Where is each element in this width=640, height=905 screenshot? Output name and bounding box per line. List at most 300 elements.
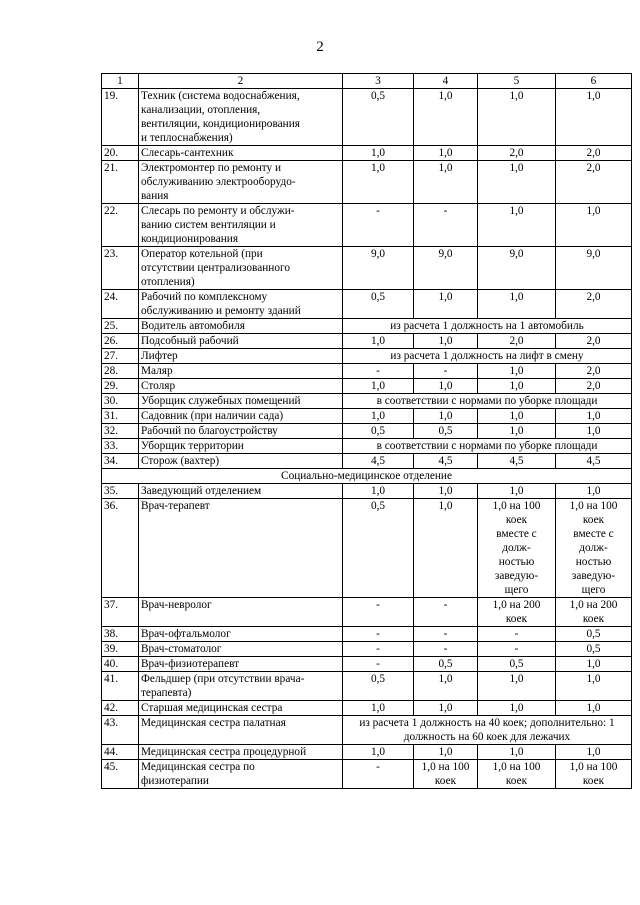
norm-value-col4-text: - bbox=[443, 599, 448, 611]
norm-value-col3 bbox=[343, 204, 414, 247]
table-row bbox=[102, 349, 632, 364]
table-row bbox=[102, 760, 632, 789]
position-name-text: Оператор котельной (при отсутствии централизованного отопления) bbox=[141, 248, 290, 288]
row-number bbox=[102, 701, 139, 716]
norm-value-col4 bbox=[414, 424, 478, 439]
norm-value-col3-text: - bbox=[376, 365, 380, 377]
norm-value-col6-text: 2,0 bbox=[586, 162, 601, 174]
merged-norm-cell bbox=[343, 349, 632, 364]
norm-value-col5-text: 1,0 bbox=[509, 746, 524, 758]
norm-value-col6-text: 0,5 bbox=[586, 643, 601, 655]
row-number bbox=[102, 484, 139, 499]
table-row bbox=[102, 484, 632, 499]
norm-value-col4 bbox=[414, 247, 478, 290]
header-cell: 3 bbox=[343, 74, 414, 89]
norm-value-col6 bbox=[556, 161, 632, 204]
norm-value-col6 bbox=[556, 204, 632, 247]
position-name-text: Фельдшер (при отсутствии врача- терапевта) bbox=[141, 673, 305, 699]
norm-value-col6 bbox=[556, 454, 632, 469]
position-name-text: Лифтер bbox=[141, 350, 178, 362]
position-name bbox=[139, 161, 343, 204]
norm-value-col5-text: 1,0 bbox=[509, 365, 524, 377]
norm-value-col4-text: 1,0 bbox=[438, 500, 453, 512]
position-name-text: Садовник (при наличии сада) bbox=[141, 410, 284, 422]
position-name-text: Медицинская сестра палатная bbox=[141, 717, 286, 729]
norm-value-col5-text: - bbox=[514, 628, 519, 640]
norm-value-col4 bbox=[414, 642, 478, 657]
norm-value-col3-text: 1,0 bbox=[370, 380, 386, 392]
position-name bbox=[139, 349, 343, 364]
row-number bbox=[102, 657, 139, 672]
norm-value-col6-text: 1,0 на 100 коек вместе с долж- ностью заведую- щего bbox=[569, 500, 618, 596]
norm-value-col5-text: 1,0 bbox=[509, 702, 524, 714]
norm-value-col4-text: 1,0 на 100 коек bbox=[421, 761, 470, 787]
norm-value-col5-text: 0,5 bbox=[509, 658, 524, 670]
table-row bbox=[102, 161, 632, 204]
norm-value-col4-text: - bbox=[443, 365, 448, 377]
position-name bbox=[139, 146, 343, 161]
norm-value-col4-text: 9,0 bbox=[438, 248, 453, 260]
row-number-text: 39. bbox=[104, 643, 119, 655]
row-number-text: 22. bbox=[104, 205, 119, 217]
norm-value-col4 bbox=[414, 454, 478, 469]
norm-value-col5 bbox=[478, 642, 556, 657]
norm-value-col6 bbox=[556, 701, 632, 716]
norm-value-col6 bbox=[556, 364, 632, 379]
position-name-text: Рабочий по комплексному обслуживанию и ремонту зданий bbox=[141, 291, 301, 317]
norm-value-col6 bbox=[556, 657, 632, 672]
norm-value-col5 bbox=[478, 409, 556, 424]
norm-value-col3 bbox=[343, 379, 414, 394]
norm-value-col6 bbox=[556, 760, 632, 789]
norm-value-col6-text: 1,0 bbox=[586, 90, 601, 102]
position-name bbox=[139, 334, 343, 349]
norm-value-col3-text: 0,5 bbox=[370, 673, 386, 685]
norm-value-col5 bbox=[478, 454, 556, 469]
norm-value-col3-text: 0,5 bbox=[370, 90, 386, 102]
norm-value-col3-text: 0,5 bbox=[370, 291, 386, 303]
position-name bbox=[139, 424, 343, 439]
table-row bbox=[102, 364, 632, 379]
position-name bbox=[139, 247, 343, 290]
norm-value-col6 bbox=[556, 627, 632, 642]
position-name bbox=[139, 204, 343, 247]
table-row bbox=[102, 598, 632, 627]
norm-value-col3-text: - bbox=[376, 599, 380, 611]
norm-value-col4-text: 1,0 bbox=[438, 485, 453, 497]
row-number-text: 36. bbox=[104, 500, 119, 512]
position-name bbox=[139, 484, 343, 499]
norm-value-col6 bbox=[556, 642, 632, 657]
position-name bbox=[139, 627, 343, 642]
position-name-text: Заведующий отделением bbox=[141, 485, 262, 497]
position-name-text: Слесарь по ремонту и обслужи- ванию систем вентиляции и кондиционирования bbox=[141, 205, 295, 245]
table-row bbox=[102, 745, 632, 760]
norm-value-col5 bbox=[478, 204, 556, 247]
position-name bbox=[139, 499, 343, 598]
position-name bbox=[139, 394, 343, 409]
header-cell: 2 bbox=[139, 74, 343, 89]
norm-value-col6 bbox=[556, 598, 632, 627]
norm-value-col4 bbox=[414, 204, 478, 247]
row-number-text: 19. bbox=[104, 90, 119, 102]
norm-value-col3 bbox=[343, 454, 414, 469]
norm-value-col6-text: 1,0 bbox=[586, 702, 601, 714]
norm-value-col3-text: 1,0 bbox=[370, 746, 386, 758]
table-row bbox=[102, 290, 632, 319]
row-number bbox=[102, 499, 139, 598]
table-row bbox=[102, 499, 632, 598]
table-row bbox=[102, 672, 632, 701]
norm-value-col3 bbox=[343, 760, 414, 789]
norm-value-col4 bbox=[414, 364, 478, 379]
table-row bbox=[102, 334, 632, 349]
norm-value-col5-text: 1,0 bbox=[509, 380, 524, 392]
row-number bbox=[102, 379, 139, 394]
row-number bbox=[102, 627, 139, 642]
norm-value-col5 bbox=[478, 760, 556, 789]
table-row bbox=[102, 146, 632, 161]
norm-value-col5 bbox=[478, 146, 556, 161]
table-row bbox=[102, 716, 632, 745]
norm-value-col4-text: 0,5 bbox=[438, 425, 453, 437]
row-number bbox=[102, 204, 139, 247]
row-number-text: 30. bbox=[104, 395, 119, 407]
row-number bbox=[102, 89, 139, 146]
row-number-text: 31. bbox=[104, 410, 119, 422]
position-name-text: Рабочий по благоустройству bbox=[141, 425, 278, 437]
norm-value-col5 bbox=[478, 745, 556, 760]
norm-value-col4 bbox=[414, 657, 478, 672]
norm-value-col6 bbox=[556, 745, 632, 760]
norm-value-col5 bbox=[478, 89, 556, 146]
norm-value-col6 bbox=[556, 334, 632, 349]
row-number-text: 44. bbox=[104, 746, 119, 758]
row-number-text: 41. bbox=[104, 673, 119, 685]
norm-value-col6-text: 2,0 bbox=[586, 291, 601, 303]
norm-value-col3 bbox=[343, 247, 414, 290]
position-name-text: Старшая медицинская сестра bbox=[141, 702, 283, 714]
norm-value-col3-text: - bbox=[376, 643, 380, 655]
table-row bbox=[102, 701, 632, 716]
merged-norm-cell bbox=[343, 439, 632, 454]
row-number-text: 32. bbox=[104, 425, 119, 437]
position-name-text: Столяр bbox=[141, 380, 176, 392]
norm-value-col3 bbox=[343, 672, 414, 701]
table-row bbox=[102, 409, 632, 424]
norm-value-col6-text: 1,0 на 100 коек bbox=[569, 761, 618, 787]
norm-value-col5 bbox=[478, 290, 556, 319]
norm-value-col6-text: 1,0 bbox=[586, 658, 601, 670]
norm-value-col5-text: 2,0 bbox=[509, 335, 524, 347]
header-cell: 4 bbox=[414, 74, 478, 89]
row-number-text: 23. bbox=[104, 248, 119, 260]
row-number bbox=[102, 454, 139, 469]
norm-value-col5 bbox=[478, 334, 556, 349]
section-title-text: Социально-медицинское отделение bbox=[281, 470, 452, 482]
row-number-text: 28. bbox=[104, 365, 119, 377]
norm-value-col3-text: 1,0 bbox=[370, 410, 386, 422]
row-number-text: 43. bbox=[104, 717, 119, 729]
row-number bbox=[102, 642, 139, 657]
row-number bbox=[102, 364, 139, 379]
norm-value-col6-text: 2,0 bbox=[586, 380, 601, 392]
position-name-text: Сторож (вахтер) bbox=[141, 455, 220, 467]
norm-value-col3 bbox=[343, 745, 414, 760]
norm-value-col4-text: 1,0 bbox=[438, 702, 453, 714]
norm-value-col5-text: 1,0 bbox=[509, 90, 524, 102]
norm-value-col4-text: 1,0 bbox=[438, 335, 453, 347]
norm-value-col3 bbox=[343, 642, 414, 657]
norm-value-col4 bbox=[414, 760, 478, 789]
norm-value-col6-text: 2,0 bbox=[586, 147, 601, 159]
merged-norm-cell bbox=[343, 716, 632, 745]
norm-value-col5-text: 1,0 bbox=[509, 162, 524, 174]
header-cell: 6 bbox=[556, 74, 632, 89]
row-number bbox=[102, 409, 139, 424]
norm-value-col3 bbox=[343, 499, 414, 598]
table-row bbox=[102, 657, 632, 672]
norm-value-col5 bbox=[478, 627, 556, 642]
norm-value-col3-text: - bbox=[376, 205, 380, 217]
row-number-text: 21. bbox=[104, 162, 119, 174]
norm-value-col5 bbox=[478, 598, 556, 627]
table-row bbox=[102, 439, 632, 454]
table-row bbox=[102, 454, 632, 469]
position-name bbox=[139, 701, 343, 716]
position-name-text: Медицинская сестра процедурной bbox=[141, 746, 307, 758]
norm-value-col6-text: 2,0 bbox=[586, 365, 601, 377]
position-name-text: Врач-офтальмолог bbox=[141, 628, 231, 640]
norm-value-col4 bbox=[414, 598, 478, 627]
norm-value-col4 bbox=[414, 627, 478, 642]
merged-norm-cell bbox=[343, 394, 632, 409]
norm-value-col3-text: 9,0 bbox=[370, 248, 386, 260]
table-row bbox=[102, 204, 632, 247]
row-number bbox=[102, 716, 139, 745]
norm-value-col3 bbox=[343, 701, 414, 716]
norm-value-col4-text: 0,5 bbox=[438, 658, 453, 670]
norm-value-col3 bbox=[343, 89, 414, 146]
row-number-text: 33. bbox=[104, 440, 119, 452]
row-number-text: 38. bbox=[104, 628, 119, 640]
norm-value-col4-text: 1,0 bbox=[438, 410, 453, 422]
norm-value-col3 bbox=[343, 484, 414, 499]
norm-value-col4-text: - bbox=[443, 205, 448, 217]
merged-norm-cell-text: в соответствии с нормами по уборке площади bbox=[376, 440, 598, 452]
header-cell: 5 bbox=[478, 74, 556, 89]
norm-value-col4-text: 1,0 bbox=[438, 380, 453, 392]
norm-value-col5-text: 1,0 bbox=[509, 205, 524, 217]
row-number-text: 45. bbox=[104, 761, 119, 773]
row-number-text: 34. bbox=[104, 455, 119, 467]
row-number bbox=[102, 334, 139, 349]
position-name-text: Уборщик служебных помещений bbox=[141, 395, 301, 407]
staffing-table bbox=[101, 73, 632, 789]
position-name-text: Врач-физиотерапевт bbox=[141, 658, 240, 670]
norm-value-col5-text: 1,0 bbox=[509, 291, 524, 303]
norm-value-col5 bbox=[478, 484, 556, 499]
norm-value-col3-text: 1,0 bbox=[370, 485, 386, 497]
norm-value-col5 bbox=[478, 701, 556, 716]
row-number bbox=[102, 394, 139, 409]
norm-value-col4-text: 1,0 bbox=[438, 162, 453, 174]
norm-value-col6 bbox=[556, 247, 632, 290]
norm-value-col5-text: 1,0 на 100 коек bbox=[492, 761, 541, 787]
row-number-text: 27. bbox=[104, 350, 119, 362]
norm-value-col4-text: 1,0 bbox=[438, 746, 453, 758]
norm-value-col4 bbox=[414, 379, 478, 394]
norm-value-col5 bbox=[478, 364, 556, 379]
norm-value-col3-text: 0,5 bbox=[370, 500, 386, 512]
position-name-text: Уборщик территории bbox=[141, 440, 244, 452]
norm-value-col3 bbox=[343, 657, 414, 672]
norm-value-col3 bbox=[343, 161, 414, 204]
row-number bbox=[102, 161, 139, 204]
norm-value-col6-text: 0,5 bbox=[586, 628, 601, 640]
table-row bbox=[102, 247, 632, 290]
norm-value-col5-text: 1,0 на 100 коек вместе с долж- ностью заведую- щего bbox=[492, 500, 541, 596]
norm-value-col4 bbox=[414, 701, 478, 716]
norm-value-col6 bbox=[556, 499, 632, 598]
position-name bbox=[139, 319, 343, 334]
norm-value-col6 bbox=[556, 290, 632, 319]
norm-value-col5-text: 1,0 bbox=[509, 410, 524, 422]
position-name bbox=[139, 364, 343, 379]
table-header-row bbox=[102, 74, 632, 89]
norm-value-col4 bbox=[414, 290, 478, 319]
norm-value-col4 bbox=[414, 499, 478, 598]
position-name-text: Электромонтер по ремонту и обслуживанию электрооборудо- вания bbox=[141, 162, 296, 202]
norm-value-col3 bbox=[343, 424, 414, 439]
norm-value-col3 bbox=[343, 627, 414, 642]
merged-norm-cell-text: из расчета 1 должность на 1 автомобиль bbox=[390, 320, 584, 332]
norm-value-col5 bbox=[478, 499, 556, 598]
norm-value-col5-text: - bbox=[514, 643, 519, 655]
norm-value-col5 bbox=[478, 424, 556, 439]
position-name bbox=[139, 409, 343, 424]
position-name bbox=[139, 657, 343, 672]
norm-value-col6-text: 1,0 bbox=[586, 485, 601, 497]
table-row bbox=[102, 379, 632, 394]
norm-value-col6-text: 1,0 bbox=[586, 746, 601, 758]
table-row bbox=[102, 89, 632, 146]
norm-value-col6-text: 1,0 на 200 коек bbox=[569, 599, 618, 625]
position-name bbox=[139, 454, 343, 469]
norm-value-col5-text: 1,0 на 200 коек bbox=[492, 599, 541, 625]
norm-value-col4-text: 1,0 bbox=[438, 147, 453, 159]
norm-value-col5 bbox=[478, 161, 556, 204]
norm-value-col3-text: - bbox=[376, 761, 380, 773]
norm-value-col4-text: 1,0 bbox=[438, 291, 453, 303]
table-row bbox=[102, 394, 632, 409]
section-title bbox=[102, 469, 632, 484]
norm-value-col3-text: 0,5 bbox=[370, 425, 386, 437]
norm-value-col3-text: - bbox=[376, 628, 380, 640]
norm-value-col4-text: - bbox=[443, 643, 448, 655]
row-number bbox=[102, 349, 139, 364]
row-number-text: 25. bbox=[104, 320, 119, 332]
position-name-text: Медицинская сестра по физиотерапии bbox=[141, 761, 255, 787]
norm-value-col5-text: 4,5 bbox=[509, 455, 524, 467]
row-number bbox=[102, 146, 139, 161]
merged-norm-cell-text: в соответствии с нормами по уборке площади bbox=[376, 395, 598, 407]
row-number-text: 40. bbox=[104, 658, 119, 670]
norm-value-col5 bbox=[478, 672, 556, 701]
norm-value-col4 bbox=[414, 161, 478, 204]
norm-value-col5-text: 1,0 bbox=[509, 485, 524, 497]
position-name bbox=[139, 745, 343, 760]
norm-value-col6-text: 1,0 bbox=[586, 425, 601, 437]
norm-value-col3-text: 4,5 bbox=[370, 455, 386, 467]
table-row bbox=[102, 642, 632, 657]
norm-value-col4 bbox=[414, 89, 478, 146]
norm-value-col4-text: 1,0 bbox=[438, 673, 453, 685]
row-number bbox=[102, 598, 139, 627]
row-number bbox=[102, 760, 139, 789]
position-name-text: Водитель автомобиля bbox=[141, 320, 245, 332]
position-name bbox=[139, 379, 343, 394]
norm-value-col4 bbox=[414, 745, 478, 760]
position-name bbox=[139, 716, 343, 745]
merged-norm-cell-text: из расчета 1 должность на 40 коек; дополнительно: 1 должность на 60 коек для лежачих bbox=[359, 717, 615, 743]
row-number bbox=[102, 247, 139, 290]
norm-value-col6-text: 1,0 bbox=[586, 205, 601, 217]
position-name bbox=[139, 439, 343, 454]
header-cell: 1 bbox=[102, 74, 139, 89]
position-name-text: Маляр bbox=[141, 365, 173, 377]
row-number-text: 37. bbox=[104, 599, 119, 611]
row-number bbox=[102, 672, 139, 701]
norm-value-col6-text: 9,0 bbox=[586, 248, 601, 260]
position-name bbox=[139, 598, 343, 627]
row-number bbox=[102, 745, 139, 760]
norm-value-col6-text: 1,0 bbox=[586, 673, 601, 685]
norm-value-col6 bbox=[556, 146, 632, 161]
norm-value-col4 bbox=[414, 672, 478, 701]
position-name bbox=[139, 89, 343, 146]
position-name bbox=[139, 760, 343, 789]
norm-value-col3-text: 1,0 bbox=[370, 335, 386, 347]
table-row bbox=[102, 319, 632, 334]
norm-value-col3 bbox=[343, 598, 414, 627]
table-row bbox=[102, 424, 632, 439]
norm-value-col5-text: 1,0 bbox=[509, 673, 524, 685]
norm-value-col5-text: 2,0 bbox=[509, 147, 524, 159]
norm-value-col3 bbox=[343, 364, 414, 379]
row-number bbox=[102, 439, 139, 454]
row-number-text: 35. bbox=[104, 485, 119, 497]
norm-value-col3-text: 1,0 bbox=[370, 147, 386, 159]
position-name bbox=[139, 290, 343, 319]
row-number-text: 20. bbox=[104, 147, 119, 159]
page-number: 2 bbox=[316, 39, 324, 55]
norm-value-col6-text: 1,0 bbox=[586, 410, 601, 422]
norm-value-col5-text: 1,0 bbox=[509, 425, 524, 437]
norm-value-col3 bbox=[343, 290, 414, 319]
norm-value-col4-text: 4,5 bbox=[438, 455, 453, 467]
position-name bbox=[139, 672, 343, 701]
position-name-text: Врач-невролог bbox=[141, 599, 212, 611]
norm-value-col5 bbox=[478, 657, 556, 672]
position-name-text: Врач-стоматолог bbox=[141, 643, 222, 655]
norm-value-col4 bbox=[414, 484, 478, 499]
norm-value-col5 bbox=[478, 379, 556, 394]
norm-value-col4-text: 1,0 bbox=[438, 90, 453, 102]
norm-value-col4 bbox=[414, 409, 478, 424]
section-row bbox=[102, 469, 632, 484]
merged-norm-cell-text: из расчета 1 должность на лифт в смену bbox=[390, 350, 584, 362]
